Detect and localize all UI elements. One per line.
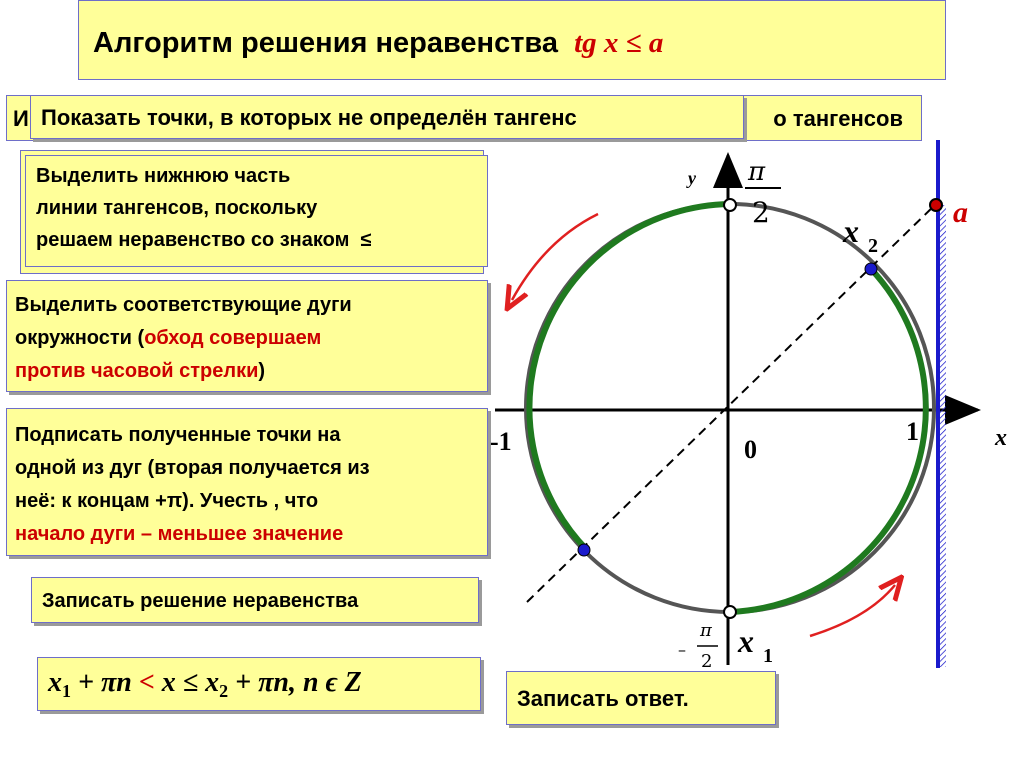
solution-formula: $x_1 + \pi n < x \le x_2 + \pi n$, n ϵ Z bbox=[37, 657, 481, 711]
step4-line1: Подписать полученные точки на bbox=[15, 424, 341, 446]
neg-pi-half-den: 2 bbox=[701, 651, 713, 672]
x1-sub: 1 bbox=[763, 645, 773, 667]
step3-line1: Выделить соответствующие дуги bbox=[15, 294, 352, 316]
point-neg-pi-half bbox=[724, 606, 736, 618]
step3-line2: окружности (обход совершаем bbox=[15, 327, 322, 349]
x2-sub: 2 bbox=[868, 235, 878, 257]
pi-half-num: π bbox=[748, 157, 766, 187]
point-x1-opposite bbox=[578, 544, 590, 556]
solution-arc-right bbox=[730, 269, 926, 612]
ccw-arrow-top bbox=[512, 214, 598, 300]
step4-line3: неё: к концам +π). Учесть , что bbox=[15, 490, 319, 512]
point-pi-half bbox=[724, 199, 736, 211]
x-axis-label: x bbox=[995, 425, 1007, 451]
back-strip-right: о тангенсов bbox=[773, 106, 903, 131]
title-text: Алгоритм решения неравенства bbox=[93, 27, 558, 59]
neg-sign: – bbox=[678, 640, 686, 659]
label-one: 1 bbox=[906, 417, 919, 446]
step4-line2: одной из дуг (вторая получается из bbox=[15, 457, 370, 479]
y-axis-label: y bbox=[688, 168, 696, 188]
label-minus-one: -1 bbox=[490, 427, 512, 456]
solution-arc-left bbox=[529, 204, 730, 550]
step2-line1: Выделить нижнюю часть bbox=[36, 165, 291, 187]
point-a bbox=[930, 199, 942, 211]
less-than-sign: < bbox=[138, 667, 155, 698]
pi-half-den: 2 bbox=[752, 196, 770, 229]
point-x2 bbox=[865, 263, 877, 275]
step6-text: Записать ответ. bbox=[517, 686, 689, 711]
title-inequality: tg x ≤ a bbox=[574, 27, 664, 59]
x2-label: x bbox=[843, 213, 859, 249]
a-label: a bbox=[953, 196, 968, 229]
step5-text: Записать решение неравенства bbox=[42, 590, 359, 612]
neg-pi-half-num: π bbox=[700, 620, 712, 641]
ccw-arrow-bottom bbox=[810, 585, 895, 636]
step2-line2: линии тангенсов, поскольку bbox=[36, 197, 318, 219]
step3-line3: против часовой стрелки) bbox=[15, 360, 266, 382]
le-sign: ≤ bbox=[360, 229, 372, 251]
step1-text: Показать точки, в которых не определён тангенс bbox=[41, 105, 577, 130]
back-strip-left: И bbox=[13, 106, 29, 131]
x1-label: x bbox=[738, 623, 754, 659]
step4-line4: начало дуги – меньшее значение bbox=[15, 523, 344, 545]
label-zero: 0 bbox=[744, 435, 757, 464]
step2-line3: решаем неравенство со знаком ≤ bbox=[36, 229, 372, 251]
